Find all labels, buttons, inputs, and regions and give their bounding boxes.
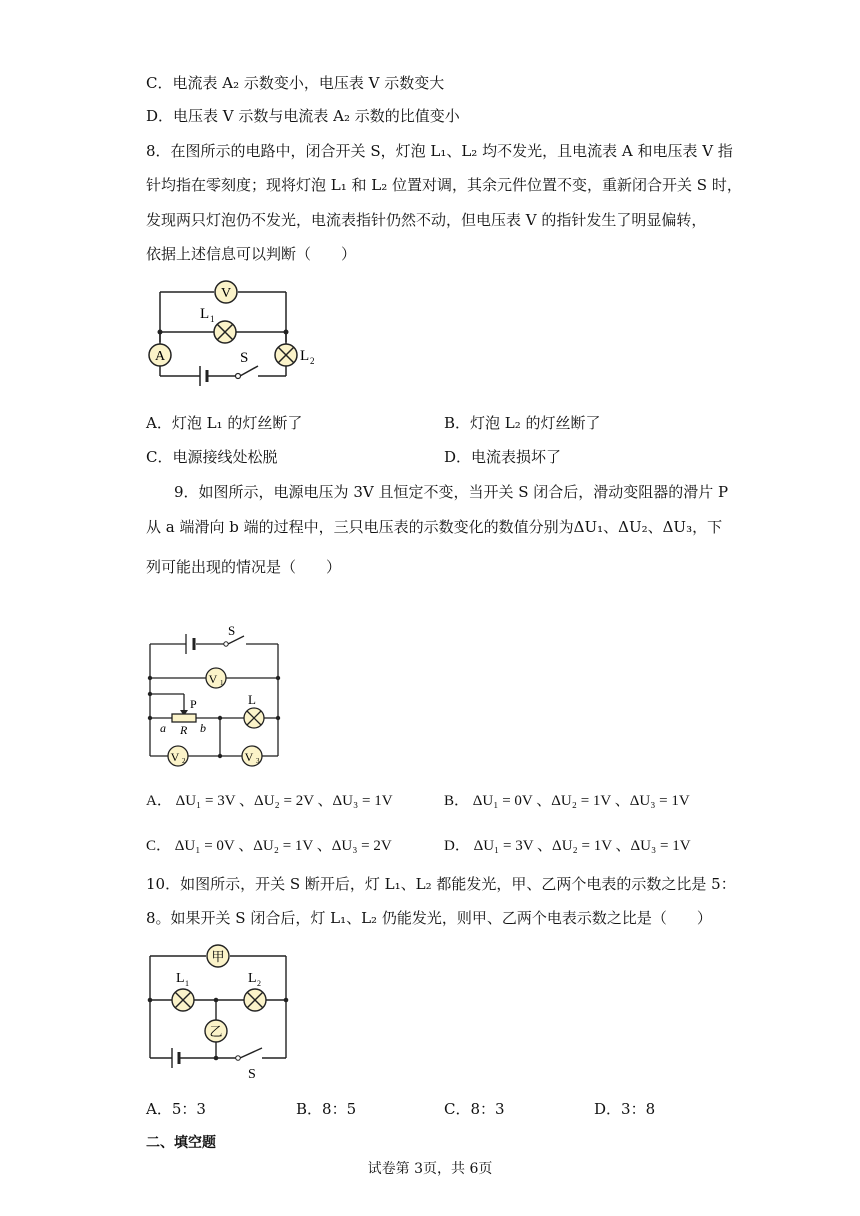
page-footer: 试卷第 3页，共 6页 [367,1161,493,1177]
q9-text-line-3: 列可能出现的情况是（ ） [146,558,342,576]
q9-option-a: A． ΔU₁ = 3V 、ΔU₂ = 2V 、ΔU₃ = 1V [146,793,393,809]
q10-l1-label: L [176,971,185,986]
q9-end-b-label: b [200,721,206,735]
q8-voltmeter-label: V [220,286,232,301]
q9-end-a-label: a [160,721,166,735]
q10-text-line-1: 10．如图所示，开关 S 断开后，灯 L₁、L₂ 都能发光，甲、乙两个电表的示数之比是 5： [146,875,736,893]
q9-text-line-2: 从 a 端滑向 b 端的过程中，三只电压表的示数变化的数值分别为ΔU₁、ΔU₂、ΔU₃，下 [146,518,723,536]
q8-option-a: A．灯泡 L₁ 的灯丝断了 [146,414,303,432]
q8-option-c: C．电源接线处松脱 [146,448,278,466]
q9-slider-label: P [190,697,197,711]
q9-option-b: B． ΔU₁ = 0V 、ΔU₂ = 1V 、ΔU₃ = 1V [444,793,690,809]
q9-v1-sub: 1 [220,679,224,687]
q7-option-c: C．电流表 A₂ 示数变小，电压表 V 示数变大 [146,74,445,92]
q9-circuit-diagram [140,622,290,772]
q10-circuit-diagram [140,938,300,1088]
q10-option-b: B．8：5 [296,1100,357,1118]
q10-l1-sub: 1 [185,979,189,988]
q8-text-line-2: 针均指在零刻度；现将灯泡 L₁ 和 L₂ 位置对调，其余元件位置不变，重新闭合开关 S 时， [146,176,742,194]
section-heading-fill-blank: 二、填空题 [146,1135,216,1151]
q10-meter-yi-label: 乙 [209,1024,223,1039]
q9-switch-label: S [228,623,236,638]
q9-option-d: D． ΔU₁ = 3V 、ΔU₂ = 1V 、ΔU₃ = 1V [444,838,691,854]
q8-l2-sub: 2 [310,356,315,366]
q10-option-a: A．5：3 [146,1100,206,1118]
q9-v2-label: V [170,750,180,764]
q10-option-d: D．3：8 [594,1100,656,1118]
q8-l1-label: L [200,306,210,322]
q10-meter-jia-label: 甲 [211,949,225,964]
q8-circuit-diagram [140,278,340,388]
q9-v2-sub: 2 [182,757,186,765]
q8-switch-label: S [240,350,249,366]
q9-lamp-label: L [248,692,256,707]
q8-text-line-3: 发现两只灯泡仍不发光，电流表指针仍然不动，但电压表 V 的指针发生了明显偏转， [146,211,707,229]
q8-l1-sub: 1 [210,314,215,324]
q9-option-c: C． ΔU₁ = 0V 、ΔU₂ = 1V 、ΔU₃ = 2V [146,838,392,854]
q8-ammeter-label: A [154,349,166,364]
q9-v1-label: V [208,672,218,686]
q10-l2-sub: 2 [257,979,261,988]
q10-option-c: C．8：3 [444,1100,505,1118]
q8-text-line-1: 8．在图所示的电路中，闭合开关 S，灯泡 L₁、L₂ 均不发光，且电流表 A 和电压表 V 指 [146,142,733,160]
q8-l2-label: L [300,348,310,364]
q10-switch-label: S [248,1067,256,1082]
q8-option-b: B．灯泡 L₂ 的灯丝断了 [444,414,601,432]
q9-v3-label: V [244,750,254,764]
q9-text-line-1: 9．如图所示，电源电压为 3V 且恒定不变，当开关 S 闭合后，滑动变阻器的滑片 P [174,483,729,501]
q7-option-d: D．电压表 V 示数与电流表 A₂ 示数的比值变小 [146,107,460,125]
q9-rheostat-label: R [180,723,188,737]
q10-text-line-2: 8。如果开关 S 闭合后，灯 L₁、L₂ 仍能发光，则甲、乙两个电表示数之比是（ ） [146,909,712,927]
q9-v3-sub: 3 [256,757,260,765]
q10-l2-label: L [248,971,257,986]
q8-option-d: D．电流表损坏了 [444,448,562,466]
q8-text-line-4: 依据上述信息可以判断（ ） [146,245,357,263]
